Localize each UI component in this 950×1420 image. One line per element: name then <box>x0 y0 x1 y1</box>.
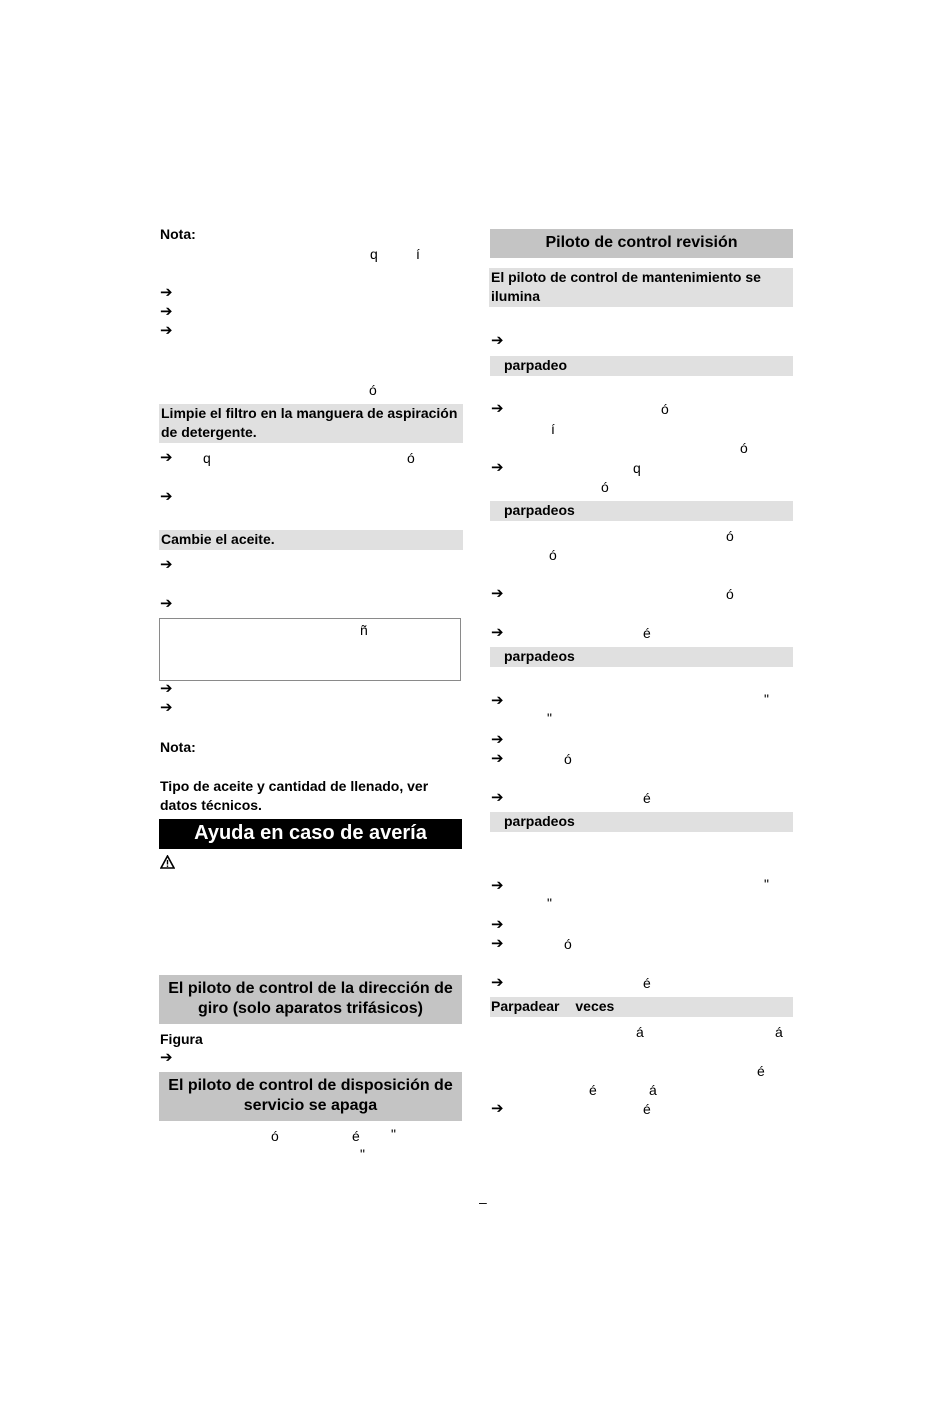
text-fragment: é <box>643 625 651 641</box>
subheading-standby: El piloto de control de disposición de servicio se apaga <box>159 1072 462 1121</box>
text-fragment: é <box>352 1128 360 1144</box>
arrow-icon: ➔ <box>491 877 504 894</box>
section-title: Ayuda en caso de avería <box>159 819 462 849</box>
text-fragment: q <box>370 246 378 262</box>
subheading-rotation: El piloto de control de la dirección de giro (solo aparatos trifásicos) <box>159 975 462 1024</box>
arrow-icon: ➔ <box>491 750 504 767</box>
arrow-icon: ➔ <box>160 303 173 320</box>
text-fragment: ó <box>564 751 572 767</box>
text-fragment: ó <box>549 547 557 563</box>
text-fragment: á <box>775 1024 783 1040</box>
arrow-icon: ➔ <box>491 916 504 933</box>
text-fragment: é <box>643 975 651 991</box>
text-fragment: é <box>757 1063 765 1079</box>
note-label: Nota: <box>160 226 196 242</box>
arrow-icon: ➔ <box>491 1100 504 1117</box>
blink-bar: parpadeos <box>490 647 793 667</box>
arrow-icon: ➔ <box>491 731 504 748</box>
blink-bar: parpadeo <box>490 356 793 376</box>
arrow-icon: ➔ <box>160 449 173 466</box>
arrow-icon: ➔ <box>160 699 173 716</box>
subheading-filter: Limpie el filtro en la manguera de aspiración de detergente. <box>159 404 463 443</box>
text-fragment: í <box>416 246 420 262</box>
blink-bar-label: Parpadear <box>491 998 560 1014</box>
text-fragment: " <box>547 710 552 726</box>
blink-bar: parpadeos <box>490 501 793 521</box>
blink-bar <box>490 997 793 1017</box>
oil-info: Tipo de aceite y cantidad de llenado, ver datos técnicos. <box>160 778 429 813</box>
text-fragment: q <box>633 460 641 476</box>
text-fragment: í <box>551 421 555 437</box>
text-fragment: á <box>636 1024 644 1040</box>
text-fragment: ó <box>726 528 734 544</box>
arrow-icon: ➔ <box>160 488 173 505</box>
blink-bar: parpadeos <box>490 812 793 832</box>
text-fragment: ó <box>271 1128 279 1144</box>
text-fragment: q <box>203 450 211 466</box>
text-fragment: ó <box>601 479 609 495</box>
warning-icon <box>160 855 176 871</box>
arrow-icon: ➔ <box>491 692 504 709</box>
arrow-icon: ➔ <box>491 624 504 641</box>
text-fragment: ó <box>661 401 669 417</box>
arrow-icon: ➔ <box>160 1049 173 1066</box>
text-fragment: ñ <box>360 622 368 638</box>
arrow-icon: ➔ <box>491 935 504 952</box>
text-fragment: ó <box>726 586 734 602</box>
blink-bar-label: veces <box>575 998 615 1014</box>
text-fragment: á <box>649 1082 657 1098</box>
text-fragment: " <box>360 1146 365 1162</box>
arrow-icon: ➔ <box>491 974 504 991</box>
text-fragment: " <box>764 691 769 707</box>
text-fragment: " <box>547 895 552 911</box>
text-fragment: ó <box>407 450 415 466</box>
text-fragment: ó <box>740 440 748 456</box>
note-label: Nota: <box>160 739 196 755</box>
subheading-maintenance: El piloto de control de mantenimiento se ilumina <box>489 268 793 307</box>
text-fragment: " <box>391 1126 396 1142</box>
text-fragment: ó <box>369 382 377 398</box>
text-fragment: " <box>764 876 769 892</box>
arrow-icon: ➔ <box>160 322 173 339</box>
text-fragment: é <box>589 1082 597 1098</box>
right-column-title: Piloto de control revisión <box>490 229 793 258</box>
arrow-icon: ➔ <box>160 680 173 697</box>
arrow-icon: ➔ <box>491 459 504 476</box>
arrow-icon: ➔ <box>160 595 173 612</box>
figure-label: Figura <box>160 1031 203 1047</box>
arrow-icon: ➔ <box>491 332 504 349</box>
page-marker: – <box>479 1194 487 1210</box>
arrow-icon: ➔ <box>160 284 173 301</box>
arrow-icon: ➔ <box>491 789 504 806</box>
text-fragment: é <box>643 790 651 806</box>
arrow-icon: ➔ <box>491 400 504 417</box>
text-fragment: é <box>643 1101 651 1117</box>
text-fragment: ó <box>564 936 572 952</box>
info-box <box>159 618 461 681</box>
subheading-oil: Cambie el aceite. <box>159 530 463 550</box>
arrow-icon: ➔ <box>160 556 173 573</box>
arrow-icon: ➔ <box>491 585 504 602</box>
